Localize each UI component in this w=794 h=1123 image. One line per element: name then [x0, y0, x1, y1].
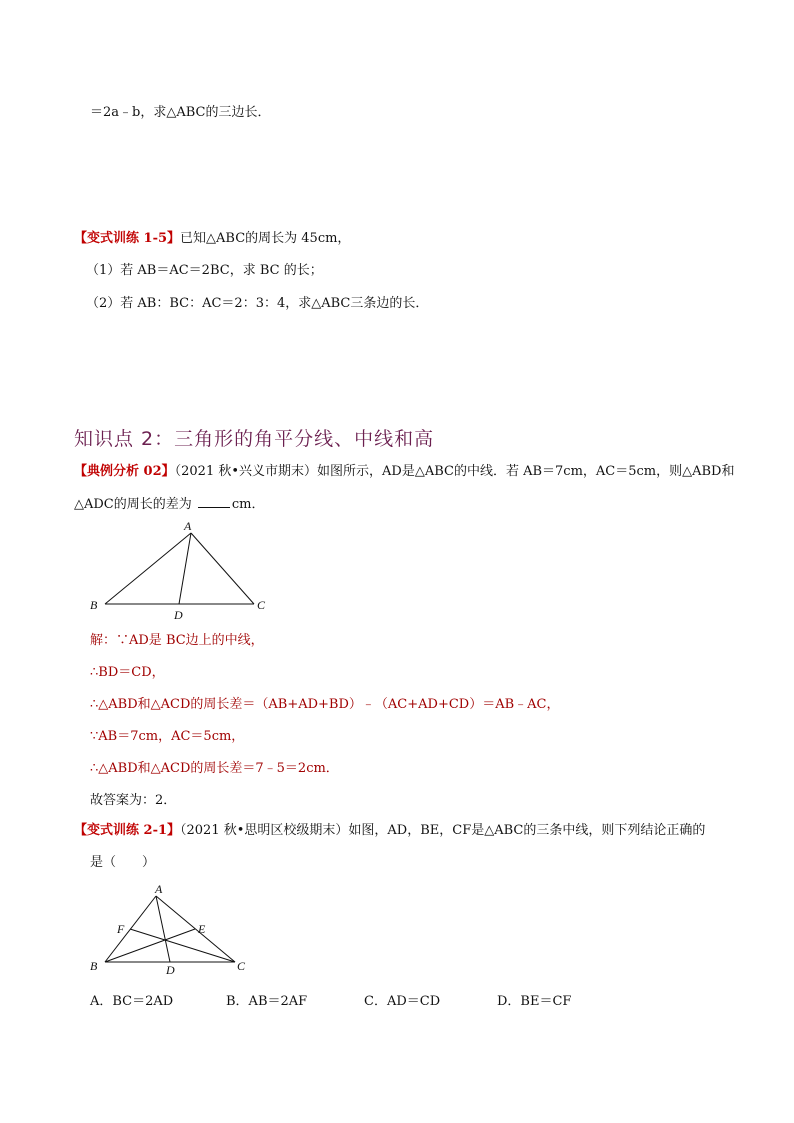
- label-e: E: [198, 922, 206, 936]
- option-d[interactable]: D．BE＝CF: [497, 994, 572, 1009]
- exercise-1-5-text: 已知△ABC的周长为 45cm，: [180, 231, 351, 246]
- section-heading: 知识点 2：三角形的角平分线、中线和高: [74, 428, 435, 450]
- option-a[interactable]: A．BC＝2AD: [90, 994, 174, 1009]
- exercise-1-5-question-1: （1）若 AB＝AC＝2BC，求 BC 的长；: [86, 263, 323, 278]
- label-f: F: [117, 922, 125, 936]
- label-d: D: [174, 608, 183, 622]
- option-c[interactable]: C．AD＝CD: [364, 994, 441, 1009]
- example-02-text: （2021 秋•兴义市期末）如图所示，AD是△ABC的中线．若 AB＝7cm，AC＝5cm，则△ABD和: [174, 464, 735, 479]
- label-a: A: [155, 882, 163, 896]
- example-02-stem-line-2-text: △ADC的周长的差为: [74, 497, 196, 512]
- label-a: A: [184, 519, 192, 533]
- solution-line-1: 解：∵AD是 BC边上的中线，: [90, 633, 264, 648]
- solution-line-4: ∵AB＝7cm，AC＝5cm，: [90, 729, 245, 744]
- label-c: C: [237, 959, 246, 973]
- exercise-2-1-tag: 【变式训练 2-1】: [74, 823, 181, 838]
- example-02-unit: cm．: [231, 497, 265, 512]
- example-02-stem: [74, 463, 734, 481]
- label-b: B: [90, 598, 98, 612]
- triangle-three-medians-figure: [80, 880, 280, 980]
- exercise-1-5-stem: [74, 230, 350, 248]
- answer-blank[interactable]: [198, 495, 230, 508]
- solution-line-3: ∴△ABD和△ACD的周长差＝（AB+AD+BD）﹣（AC+AD+CD）＝AB﹣AC，: [90, 697, 560, 712]
- solution-line-5: ∴△ABD和△ACD的周长差＝7﹣5＝2cm．: [90, 761, 339, 776]
- problem-continuation-line: ＝2a﹣b，求△ABC的三边长．: [90, 105, 271, 120]
- exercise-2-1-text: （2021 秋•思明区校级期末）如图，AD，BE，CF是△ABC的三条中线，则下列结论正确的: [180, 823, 706, 838]
- label-b: B: [90, 959, 98, 973]
- option-b[interactable]: B．AB＝2AF: [226, 994, 308, 1009]
- exercise-2-1-stem-line-2: 是（ ）: [90, 855, 156, 870]
- solution-line-2: ∴BD＝CD，: [90, 665, 165, 680]
- exercise-1-5-question-2: （2）若 AB：BC：AC＝2：3：4，求△ABC三条边的长．: [86, 296, 429, 311]
- median-ad: [179, 533, 191, 604]
- exercise-1-5-tag: 【变式训练 1-5】: [74, 231, 181, 246]
- label-d: D: [166, 963, 175, 977]
- side-ab: [105, 533, 191, 604]
- label-c: C: [257, 598, 266, 612]
- example-02-stem-line-2: [74, 495, 265, 514]
- exercise-2-1-stem: [74, 822, 705, 840]
- side-ac: [191, 533, 254, 604]
- example-02-tag: 【典例分析 02】: [74, 464, 175, 479]
- answer-line: 故答案为：2．: [90, 793, 177, 808]
- triangle-median-figure: [80, 515, 280, 625]
